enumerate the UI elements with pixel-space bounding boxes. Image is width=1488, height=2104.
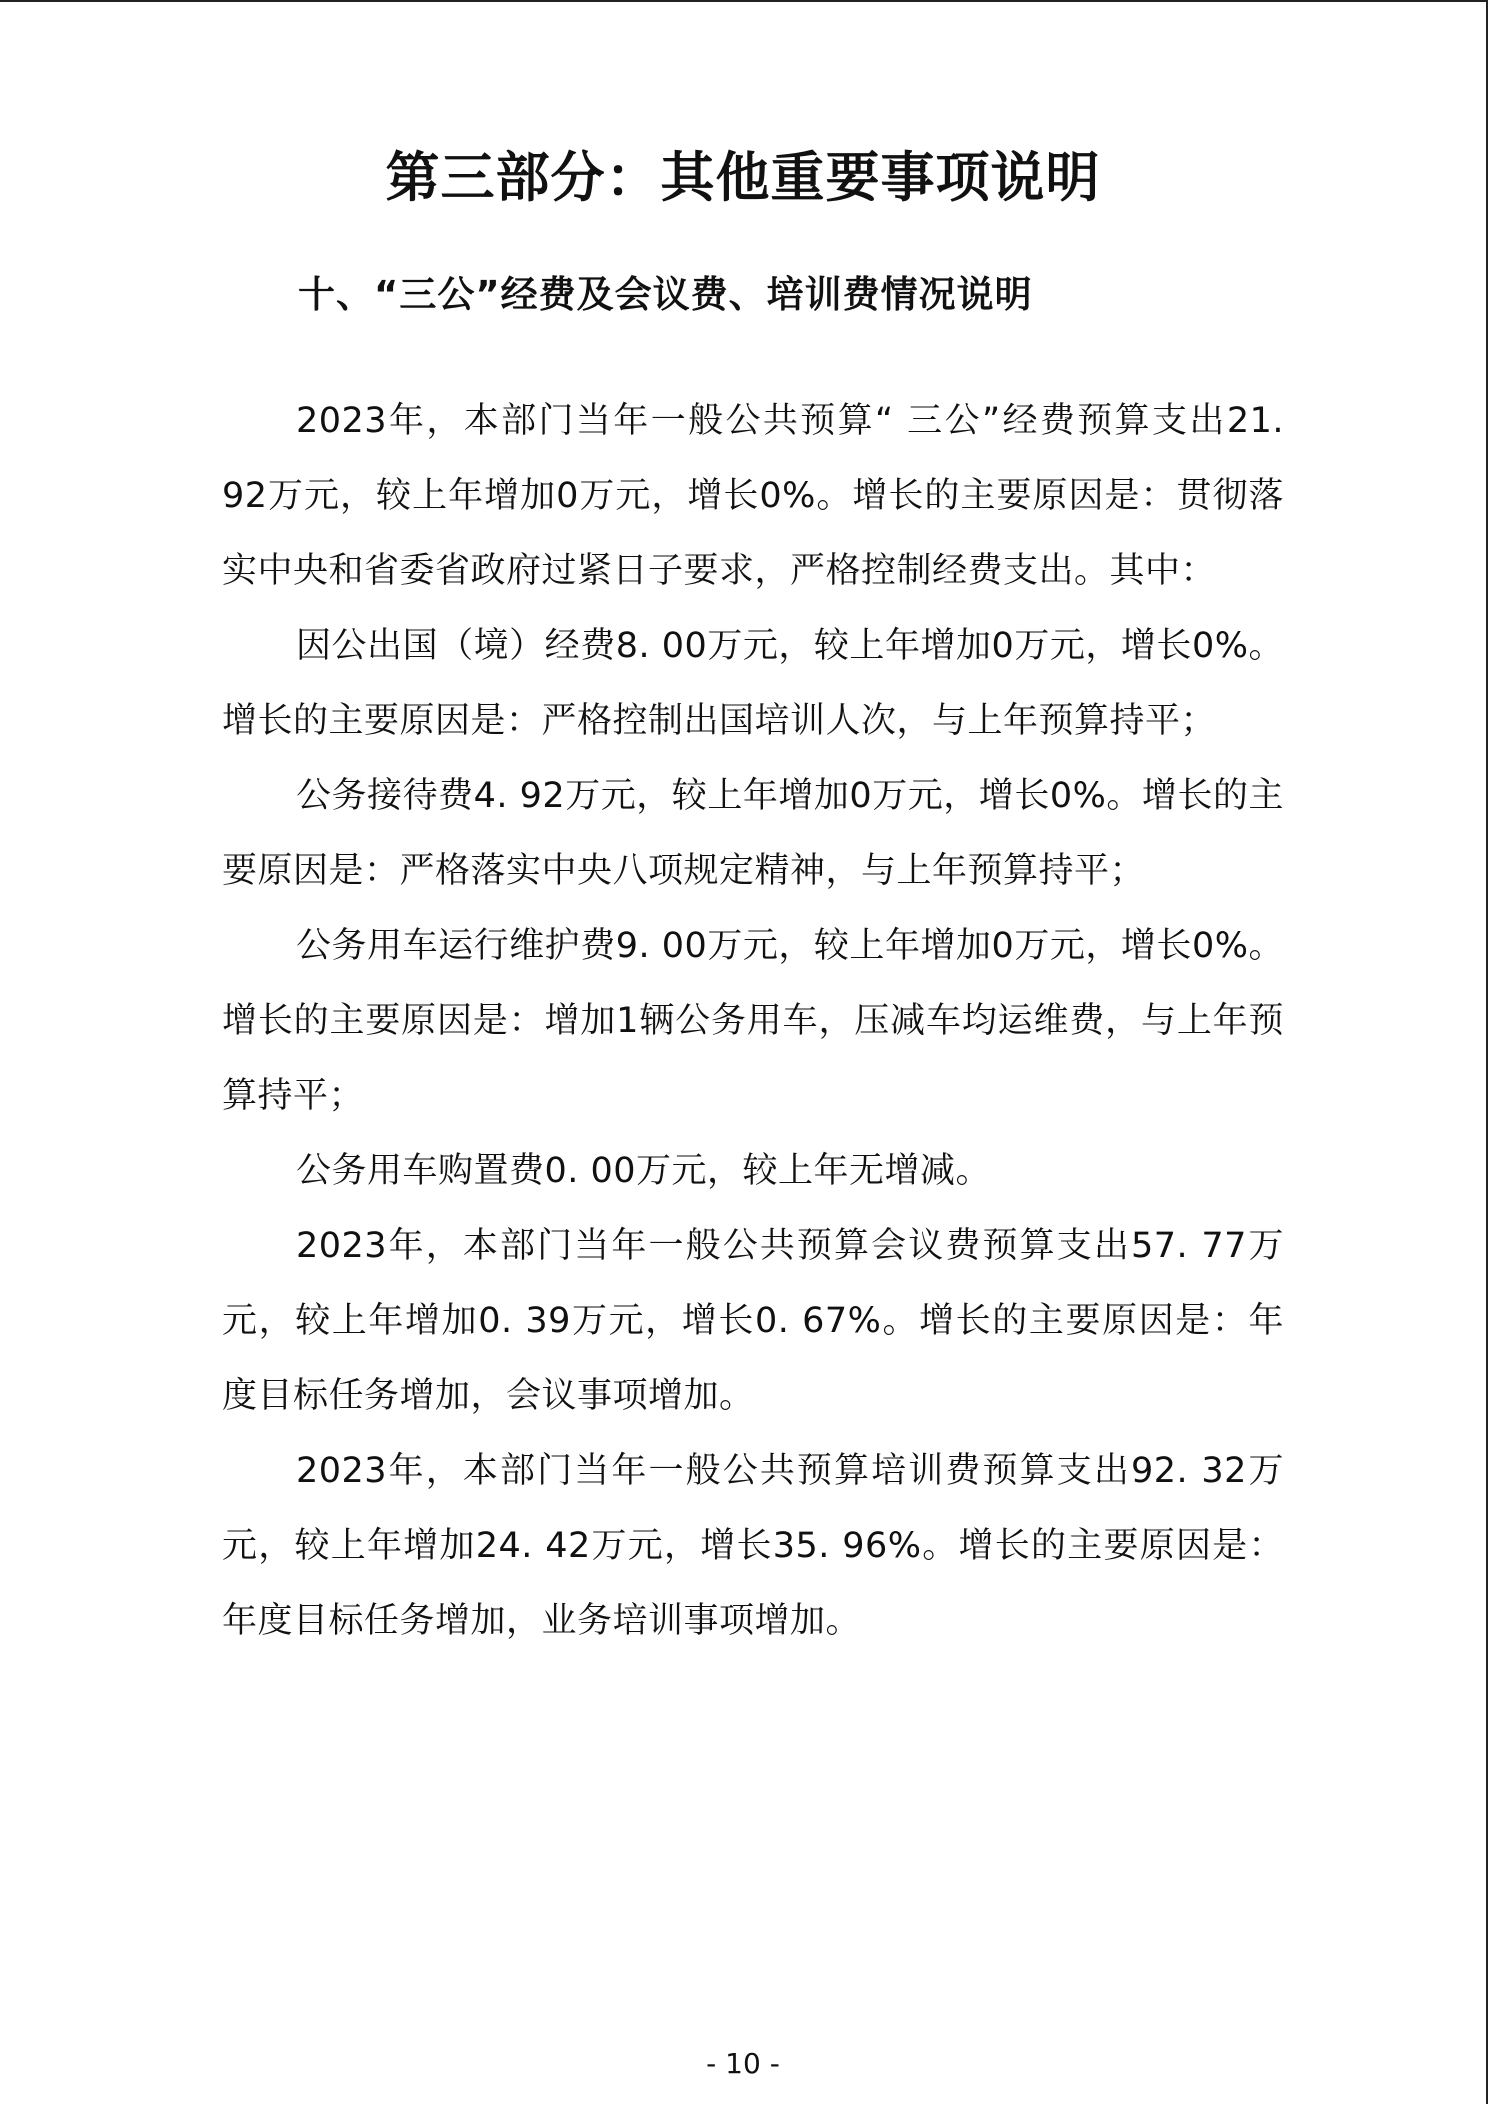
- paragraph-vehicle-maintenance: 公务用车运行维护费9. 00万元，较上年增加0万元，增长0%。增长的主要原因是：增加1辆公务用车，压减车均运维费，与上年预算持平；: [222, 926, 1284, 1116]
- paragraph-vehicle-purchase: 公务用车购置费0. 00万元，较上年无增减。: [296, 1151, 992, 1191]
- paragraph-three-public-total: 2023年，本部门当年一般公共预算“ 三公”经费预算支出21. 92万元，较上年增加0万元，增长0%。增长的主要原因是：贯彻落实中央和省委省政府过紧日子要求，严格控制经费支出。其中：: [222, 401, 1284, 591]
- paragraph-meeting-fees: 2023年，本部门当年一般公共预算会议费预算支出57. 77万元，较上年增加0. 39万元，增长0. 67%。增长的主要原因是：年度目标任务增加，会议事项增加。: [222, 1226, 1284, 1416]
- section-heading: 十、“三公”经费及会议费、培训费情况说明: [298, 273, 1033, 316]
- paragraph-overseas-travel: 因公出国（境）经费8. 00万元，较上年增加0万元，增长0%。增长的主要原因是：严格控制出国培训人次，与上年预算持平；: [222, 626, 1284, 741]
- page-number: - 10 -: [706, 2047, 780, 2080]
- paragraph-training-fees: 2023年，本部门当年一般公共预算培训费预算支出92. 32万元，较上年增加24. 42万元，增长35. 96%。增长的主要原因是：年度目标任务增加，业务培训事项增加。: [222, 1451, 1284, 1641]
- paragraph-reception: 公务接待费4. 92万元，较上年增加0万元，增长0%。增长的主要原因是：严格落实中央八项规定精神，与上年预算持平；: [222, 776, 1284, 891]
- body-text: [222, 384, 1284, 1659]
- page-title: 第三部分：其他重要事项说明: [385, 146, 1101, 209]
